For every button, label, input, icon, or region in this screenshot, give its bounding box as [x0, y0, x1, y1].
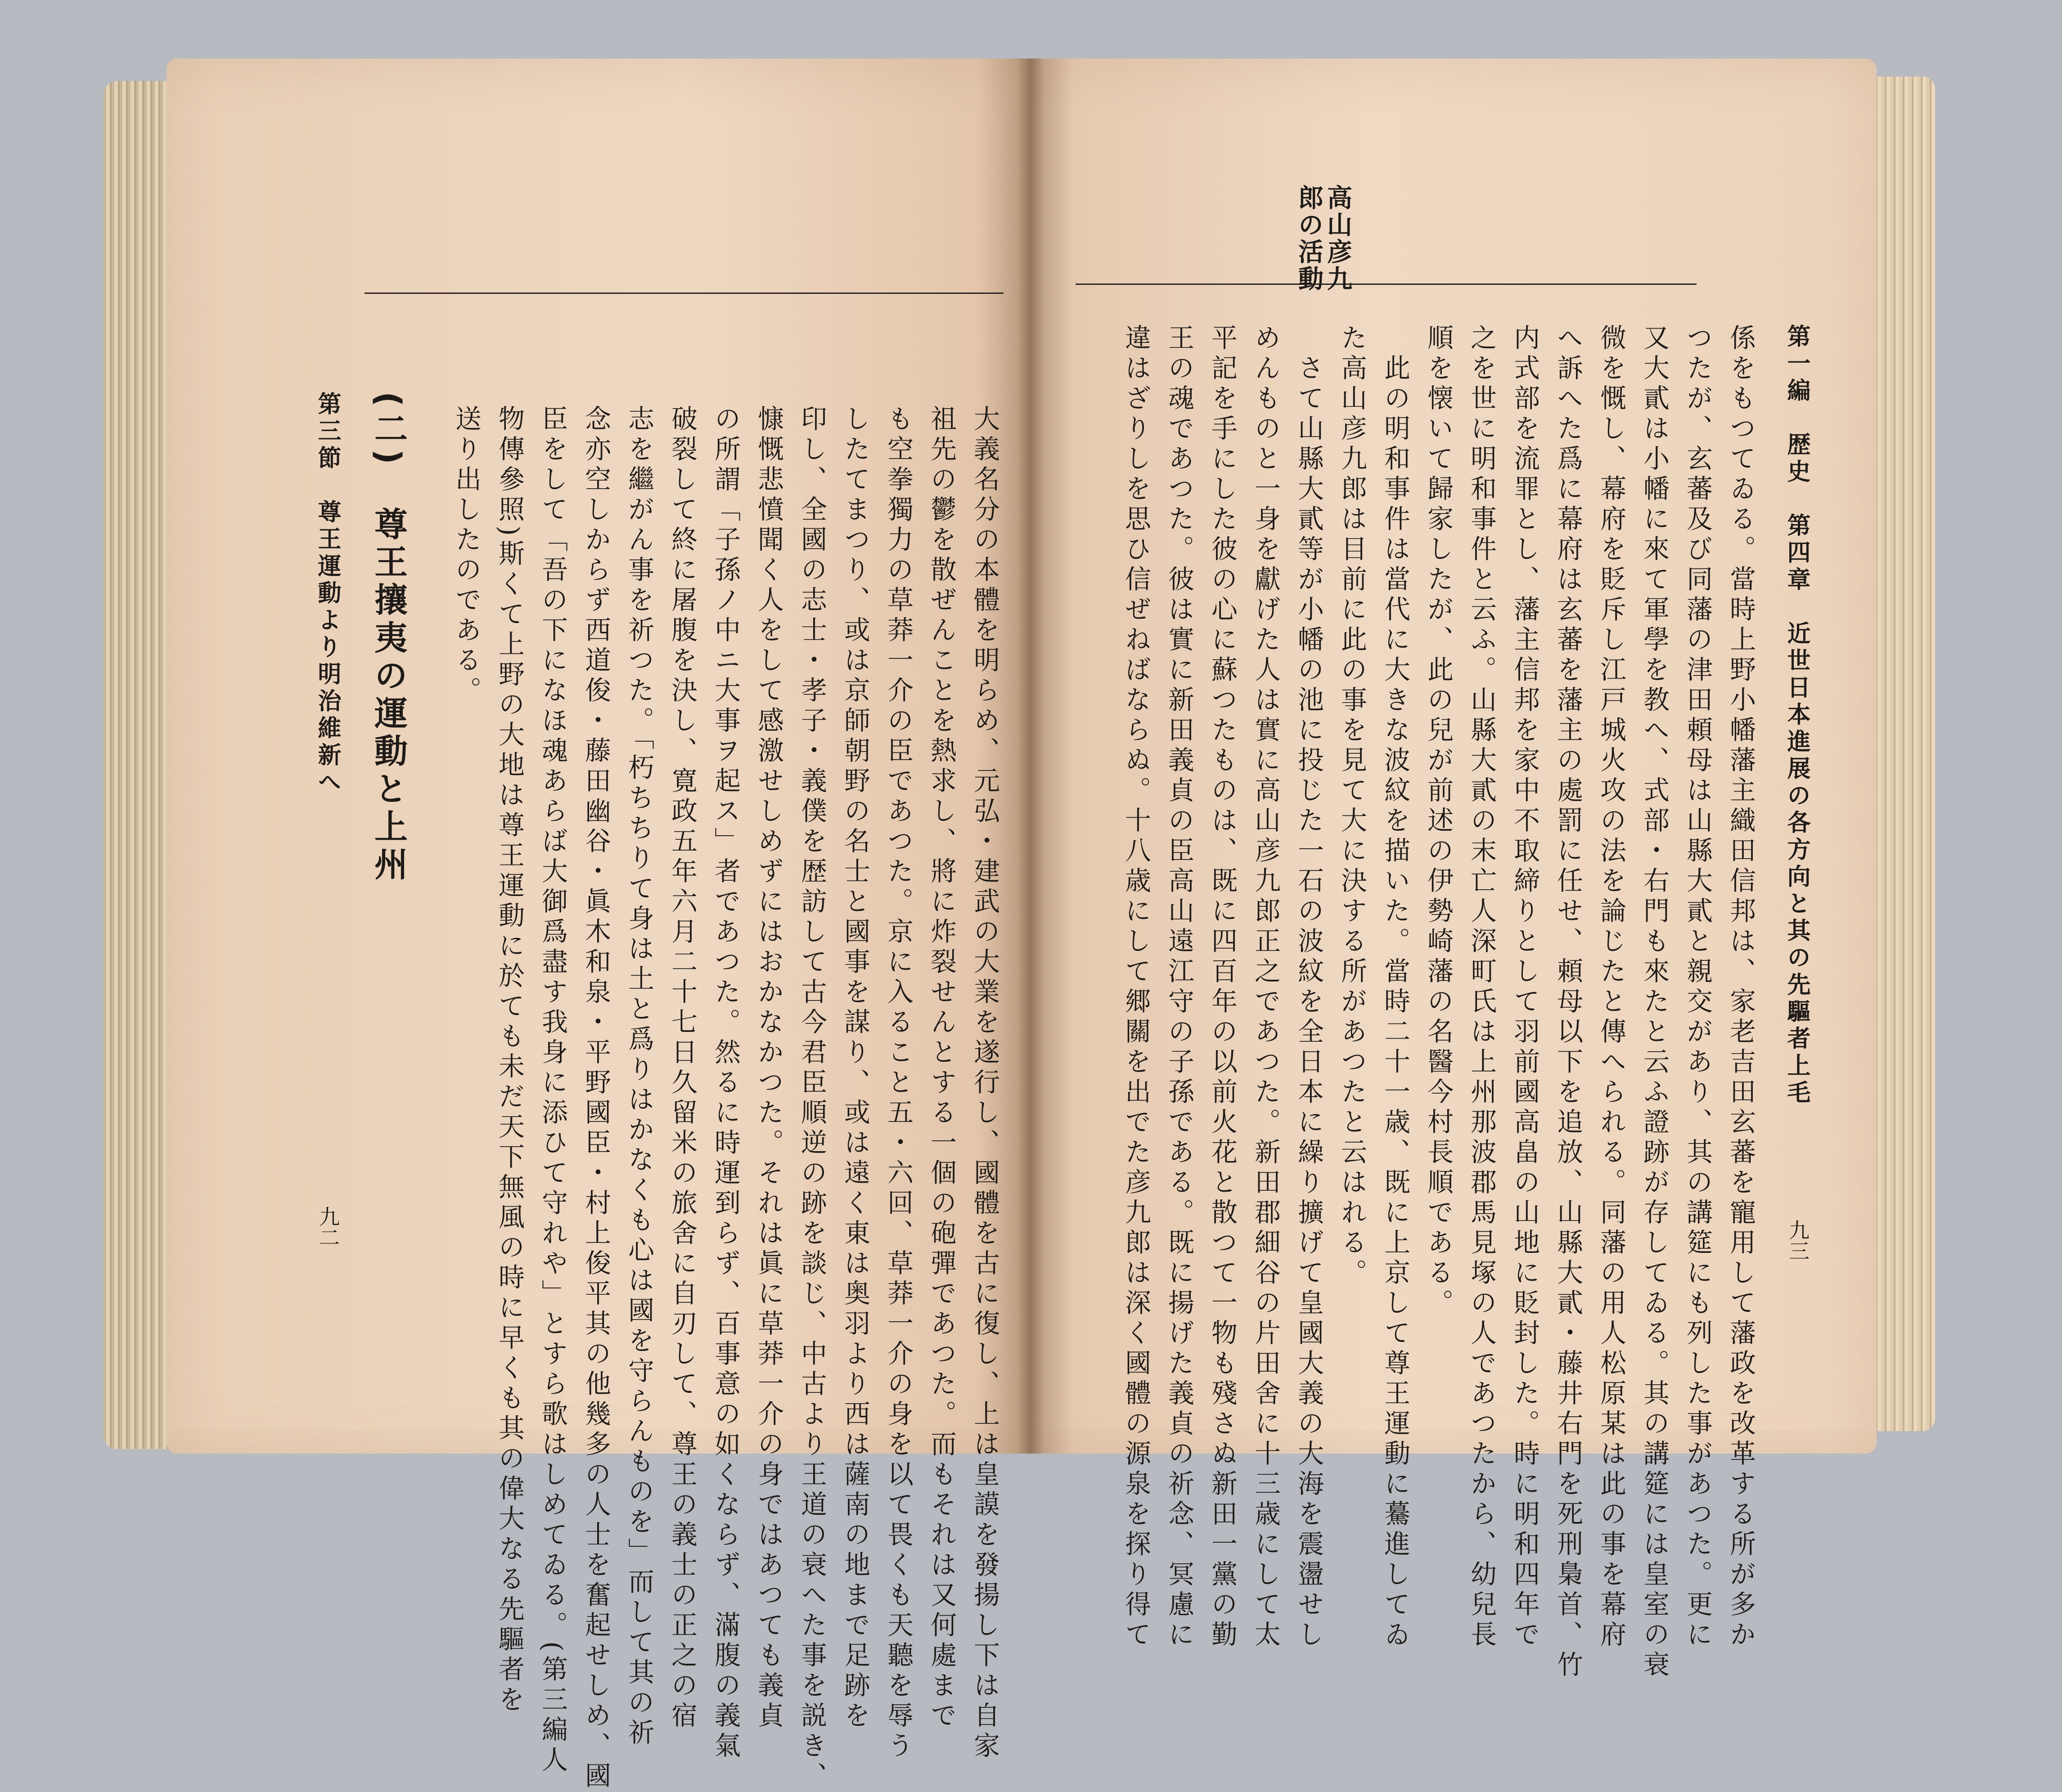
right-line-8: 順を懐いて歸家したが、此の兒が前述の伊勢崎藩の名醫今村長順である。	[1423, 324, 1454, 1319]
left-line-8: 破裂して終に屠腹を決し、寛政五年六月二十七日久留米の旅舍に自刃して、尊王の義士の正之の宿	[667, 405, 698, 1732]
right-line-11: さて山縣大貳等が小幡の池に投じた一石の波紋を全日本に繰り擴げて皇國大義の大海を震盪せし	[1293, 324, 1324, 1651]
right-line-12: めんものと一身を獻げた人は實に高山彦九郎正之であつた。新田郡細谷の片田舍に十三歳にして太	[1250, 324, 1281, 1651]
left-page-top-rule	[365, 293, 1004, 294]
left-page	[167, 59, 1031, 1792]
right-page-top-rule	[1076, 284, 1697, 285]
side-note-line-2: 郎の活動	[1294, 185, 1324, 293]
left-line-12: 物傳參照)斯くて上野の大地は尊王運動に於ても未だ天下無風の時に早くも其の偉大なる先驅者を	[494, 405, 525, 1716]
left-line-2: 祖先の鬱を散ぜんことを熱求し、將に炸裂せんとする一個の砲彈であつた。而もそれは又何處まで	[926, 405, 957, 1732]
right-line-9: 此の明和事件は當代に大きな波紋を描いた。當時二十一歳、既に上京して尊王運動に驀進してゐ	[1380, 324, 1410, 1651]
left-line-7: の所謂「子孫ノ中ニ大事ヲ起ス」者であつた。然るに時運到らず、百事意の如くならず、滿腹の義氣	[710, 405, 741, 1762]
right-running-head: 第一編 歴史 第四章 近世日本進展の各方向と其の先驅者上毛	[1783, 324, 1810, 1107]
right-line-6: 内式部を流罪とし、藩主信邦を家中不取締りとして羽前國高畠の山地に貶封した。時に明和四年で	[1509, 324, 1540, 1651]
left-line-11: 臣をして「吾の下になほ魂あらば大御爲盡す我身に添ひて守れや」とすら歌はしめてゐる。(第三編人	[537, 405, 568, 1776]
left-line-5: 印し、全國の志士・孝子・義僕を歴訪して古今君臣順逆の跡を談じ、中古より王道の衰へた事を説き、	[797, 405, 827, 1792]
left-page-number: 九二	[316, 1206, 340, 1247]
right-line-14: 王の魂であつた。彼は實に新田義貞の臣高山遠江守の子孫である。既に揚げた義貞の祈念、冥慮に	[1164, 324, 1194, 1651]
book-gutter	[1017, 59, 1044, 1454]
right-line-13: 平記を手にした彼の心に蘇つたものは、既に四百年の以前火花と散つて一物も殘さぬ新田一黨の勤	[1207, 324, 1238, 1651]
right-line-5: へ訴へた爲に幕府は玄蕃を藩主の處罰に任せ、頼母以下を追放、山縣大貳・藤井右門を死刑梟首、竹	[1553, 324, 1583, 1681]
left-line-9: 志を繼がん事を祈つた。「朽ちちりて身は土と爲りはかなくも心は國を守らんものを」而して其の祈	[624, 405, 654, 1749]
left-line-3: も空拳獨力の草莽一介の臣であつた。京に入ること五・六回、草莽一介の身を以て畏くも天聽を辱う	[883, 405, 914, 1762]
right-line-1: 係をもつてゐる。當時上野小幡藩主織田信邦は、家老吉田玄蕃を寵用して藩政を改革する所が多か	[1725, 324, 1756, 1651]
left-line-4: したてまつり、或は京師朝野の名士と國事を謀り、或は遠く東は奥羽より西は薩南の地まで足跡を	[840, 405, 870, 1732]
right-line-3: 又大貳は小幡に來て軍學を教へ、式部・右門も來たと云ふ證跡が存してゐる。其の講筵には皇室の衰	[1639, 324, 1670, 1681]
left-line-6: 慷慨悲憤聞く人をして感激せしめずにはおかなかつた。それは眞に草莽一介の身ではあつても義貞	[753, 405, 784, 1732]
left-running-foot: 第三節 尊王運動より明治維新へ	[314, 392, 341, 797]
left-line-13: 送り出したのである。	[451, 405, 482, 707]
section-heading: (二) 尊王攘夷の運動と上州	[369, 392, 408, 885]
right-line-4: 微を慨し、幕府を貶斥し江戸城火攻の法を論じたと傳へられる。同藩の用人松原某は此の事を幕府	[1596, 324, 1626, 1651]
right-line-7: 之を世に明和事件と云ふ。山縣大貳の末亡人深町氏は上州那波郡馬見塚の人であつたから、幼兒長	[1466, 324, 1497, 1651]
right-line-15: 違はざりしを思ひ信ぜねばならぬ。十八歳にして郷關を出でた彦九郎は深く國體の源泉を探り得て	[1121, 324, 1151, 1651]
right-page-number: 九三	[1786, 1220, 1810, 1261]
side-note-line-1: 高山彦九	[1323, 185, 1352, 293]
right-line-2: つたが、玄蕃及び同藩の津田頼母は山縣大貳と親交があり、其の講筵にも列した事があつた。更に	[1682, 324, 1713, 1651]
right-page	[1031, 59, 1877, 1681]
left-line-10: 念亦空しからず西道俊・藤田幽谷・眞木和泉・平野國臣・村上俊平其の他幾多の人士を奮起せしめ、國	[581, 405, 611, 1792]
open-book	[104, 50, 1935, 1792]
right-line-10: た高山彦九郎は目前に此の事を見て大に決する所があつたと云はれる。	[1337, 324, 1367, 1289]
left-line-1: 大義名分の本體を明らめ、元弘・建武の大業を遂行し、國體を古に復し、上は皇謨を發揚し下は自家	[969, 405, 1000, 1762]
